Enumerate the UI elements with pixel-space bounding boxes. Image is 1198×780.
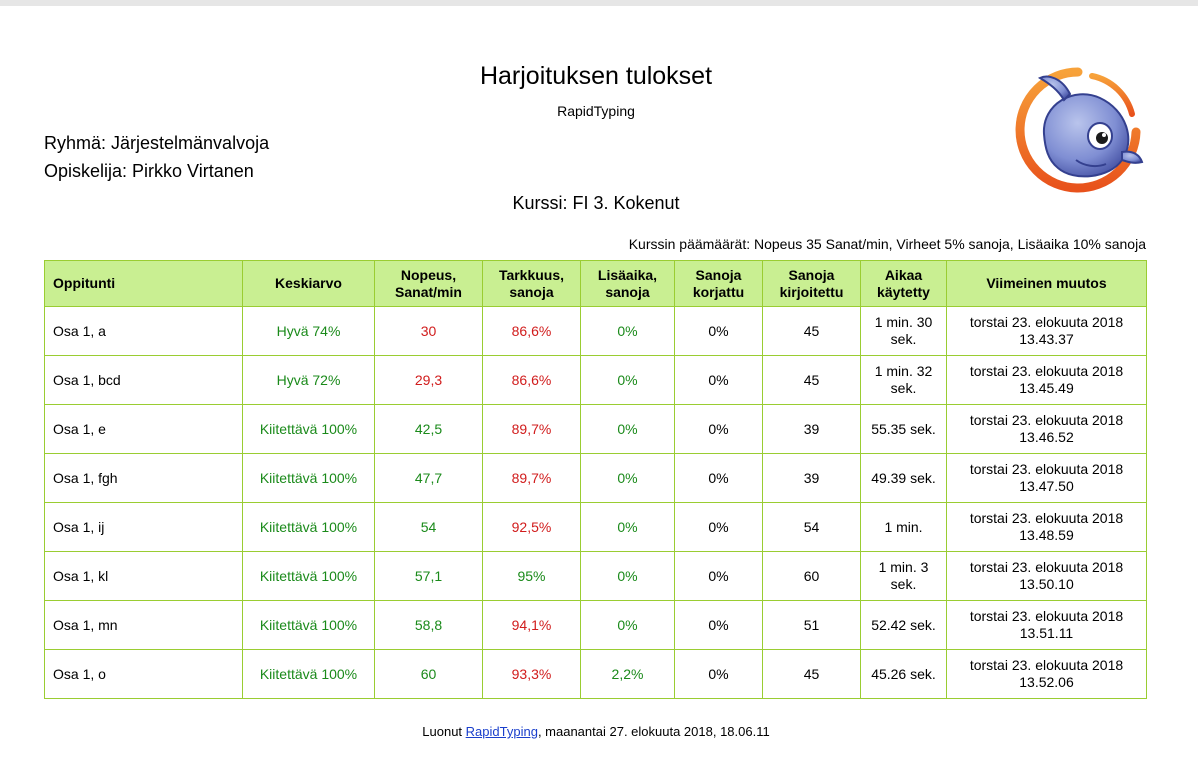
extra-time-cell: 0% [581, 405, 675, 454]
extra-time-cell: 0% [581, 356, 675, 405]
lesson-cell: Osa 1, mn [45, 601, 243, 650]
average-cell: Kiitettävä 100% [243, 405, 375, 454]
table-header-row [45, 261, 1147, 307]
accuracy-cell: 89,7% [483, 405, 581, 454]
speed-cell: 47,7 [375, 454, 483, 503]
lesson-cell: Osa 1, a [45, 307, 243, 356]
time-used-cell: 49.39 sek. [861, 454, 947, 503]
typed-cell: 39 [763, 405, 861, 454]
results-table [44, 260, 1147, 699]
column-header: Viimeinen muutos [947, 261, 1147, 307]
last-modified-cell: torstai 23. elokuuta 2018 13.43.37 [947, 307, 1147, 356]
speed-cell: 60 [375, 650, 483, 699]
average-cell: Kiitettävä 100% [243, 503, 375, 552]
typed-cell: 45 [763, 650, 861, 699]
column-header: Oppitunti [45, 261, 243, 307]
table-row [45, 405, 1147, 454]
page-subtitle: RapidTyping [557, 103, 635, 119]
time-used-cell: 55.35 sek. [861, 405, 947, 454]
speed-cell: 29,3 [375, 356, 483, 405]
group-label: Ryhmä: Järjestelmänvalvoja [44, 133, 270, 153]
column-header: Tarkkuus, sanoja [483, 261, 581, 307]
time-used-cell: 1 min. 32 sek. [861, 356, 947, 405]
accuracy-cell: 94,1% [483, 601, 581, 650]
corrected-cell: 0% [675, 503, 763, 552]
average-cell: Kiitettävä 100% [243, 601, 375, 650]
average-cell: Kiitettävä 100% [243, 552, 375, 601]
last-modified-cell: torstai 23. elokuuta 2018 13.45.49 [947, 356, 1147, 405]
lesson-cell: Osa 1, fgh [45, 454, 243, 503]
average-cell: Kiitettävä 100% [243, 454, 375, 503]
speed-cell: 57,1 [375, 552, 483, 601]
average-cell: Kiitettävä 100% [243, 650, 375, 699]
typed-cell: 54 [763, 503, 861, 552]
last-modified-cell: torstai 23. elokuuta 2018 13.52.06 [947, 650, 1147, 699]
table-row [45, 307, 1147, 356]
last-modified-cell: torstai 23. elokuuta 2018 13.47.50 [947, 454, 1147, 503]
lesson-cell: Osa 1, e [45, 405, 243, 454]
accuracy-cell: 92,5% [483, 503, 581, 552]
table-row [45, 601, 1147, 650]
typed-cell: 39 [763, 454, 861, 503]
accuracy-cell: 86,6% [483, 356, 581, 405]
last-modified-cell: torstai 23. elokuuta 2018 13.46.52 [947, 405, 1147, 454]
time-used-cell: 45.26 sek. [861, 650, 947, 699]
typed-cell: 45 [763, 356, 861, 405]
lesson-cell: Osa 1, ij [45, 503, 243, 552]
corrected-cell: 0% [675, 356, 763, 405]
corrected-cell: 0% [675, 405, 763, 454]
course-title: Kurssi: FI 3. Kokenut [512, 193, 680, 213]
accuracy-cell: 89,7% [483, 454, 581, 503]
typed-cell: 45 [763, 307, 861, 356]
top-bar [0, 0, 1198, 6]
speed-cell: 54 [375, 503, 483, 552]
corrected-cell: 0% [675, 650, 763, 699]
lesson-cell: Osa 1, kl [45, 552, 243, 601]
time-used-cell: 52.42 sek. [861, 601, 947, 650]
table-row [45, 552, 1147, 601]
footer [0, 724, 1192, 739]
column-header: Nopeus, Sanat/min [375, 261, 483, 307]
footer-prefix: Luonut [422, 724, 466, 739]
typed-cell: 51 [763, 601, 861, 650]
table-row [45, 503, 1147, 552]
student-label: Opiskelija: Pirkko Virtanen [44, 161, 254, 181]
corrected-cell: 0% [675, 454, 763, 503]
column-header: Aikaa käytetty [861, 261, 947, 307]
accuracy-cell: 93,3% [483, 650, 581, 699]
footer-suffix: , maanantai 27. elokuuta 2018, 18.06.11 [537, 724, 770, 739]
extra-time-cell: 2,2% [581, 650, 675, 699]
corrected-cell: 0% [675, 307, 763, 356]
time-used-cell: 1 min. 3 sek. [861, 552, 947, 601]
speed-cell: 42,5 [375, 405, 483, 454]
speed-cell: 30 [375, 307, 483, 356]
column-header: Keskiarvo [243, 261, 375, 307]
extra-time-cell: 0% [581, 601, 675, 650]
table-row [45, 454, 1147, 503]
lesson-cell: Osa 1, bcd [45, 356, 243, 405]
average-cell: Hyvä 74% [243, 307, 375, 356]
last-modified-cell: torstai 23. elokuuta 2018 13.48.59 [947, 503, 1147, 552]
time-used-cell: 1 min. [861, 503, 947, 552]
corrected-cell: 0% [675, 552, 763, 601]
accuracy-cell: 86,6% [483, 307, 581, 356]
extra-time-cell: 0% [581, 307, 675, 356]
average-cell: Hyvä 72% [243, 356, 375, 405]
table-body [45, 307, 1147, 699]
table-row [45, 356, 1147, 405]
column-header: Sanoja kirjoitettu [763, 261, 861, 307]
accuracy-cell: 95% [483, 552, 581, 601]
last-modified-cell: torstai 23. elokuuta 2018 13.50.10 [947, 552, 1147, 601]
extra-time-cell: 0% [581, 503, 675, 552]
rapidtyping-fish-logo-icon [1014, 64, 1146, 194]
time-used-cell: 1 min. 30 sek. [861, 307, 947, 356]
extra-time-cell: 0% [581, 454, 675, 503]
lesson-cell: Osa 1, o [45, 650, 243, 699]
speed-cell: 58,8 [375, 601, 483, 650]
column-header: Sanoja korjattu [675, 261, 763, 307]
column-header: Lisäaika, sanoja [581, 261, 675, 307]
table-row [45, 650, 1147, 699]
corrected-cell: 0% [675, 601, 763, 650]
typed-cell: 60 [763, 552, 861, 601]
last-modified-cell: torstai 23. elokuuta 2018 13.51.11 [947, 601, 1147, 650]
rapidtyping-link[interactable]: RapidTyping [465, 724, 538, 739]
page-title: Harjoituksen tulokset [479, 62, 713, 90]
extra-time-cell: 0% [581, 552, 675, 601]
course-goals: Kurssin päämäärät: Nopeus 35 Sanat/min, Virheet 5% sanoja, Lisäaika 10% sanoja [628, 236, 1146, 252]
